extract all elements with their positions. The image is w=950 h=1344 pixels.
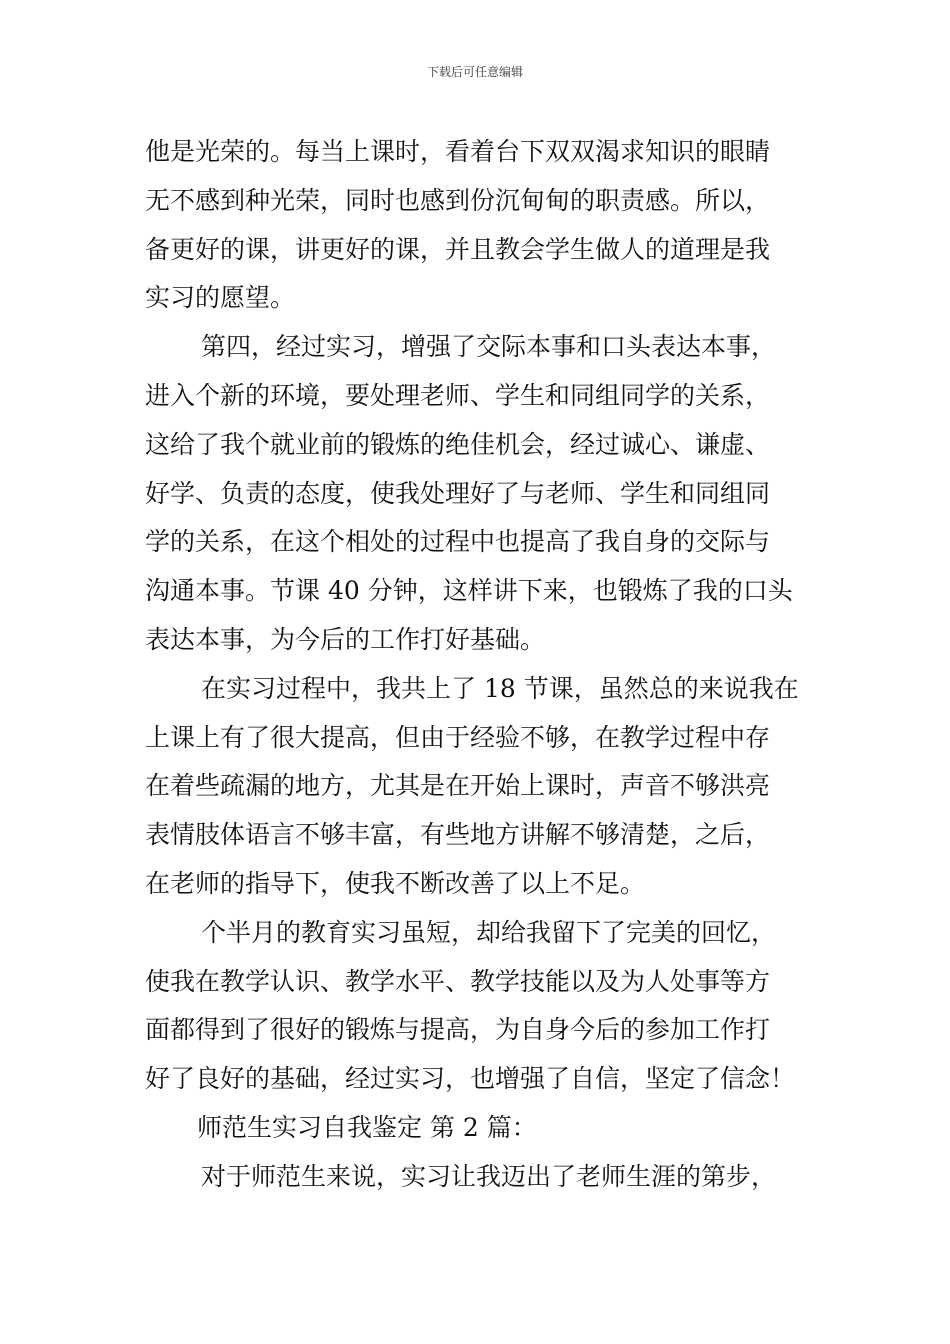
paragraph-line: 面都得到了很好的锻炼与提高，为自身今后的参加工作打: [145, 1015, 771, 1045]
document-body: [145, 128, 810, 1202]
paragraph-line: 个半月的教育实习虽短，却给我留下了完美的回忆，: [201, 917, 777, 947]
paragraph-line: 在实习过程中，我共上了 18 节课，虽然总的来说我在: [201, 673, 799, 703]
paragraph-line: 备更好的课，讲更好的课，并且教会学生做人的道理是我: [145, 234, 771, 264]
paragraph-line: 在着些疏漏的地方，尤其是在开始上课时，声音不够洪亮: [145, 771, 771, 801]
paragraph-line: 表情肢体语言不够丰富，有些地方讲解不够清楚，之后，: [145, 820, 771, 850]
paragraph-line: 他是光荣的。每当上课时，看着台下双双渴求知识的眼睛: [145, 137, 771, 166]
paragraph-line: 进入个新的环境，要处理老师、学生和同组同学的关系，: [145, 380, 771, 410]
paragraph-line: 沟通本事。节课 40 分钟，这样讲下来，也锻炼了我的口头: [145, 576, 793, 606]
paragraph-line: 实习的愿望。: [145, 283, 296, 313]
paragraph-line: 这给了我个就业前的锻炼的绝佳机会，经过诚心、谦虚、: [145, 429, 771, 459]
page-header: 下载后可任意编辑: [426, 65, 523, 79]
paragraph-line: 对于师范生来说，实习让我迈出了老师生涯的第步，: [201, 1161, 777, 1191]
paragraph-line: 在老师的指导下，使我不断改善了以上不足。: [145, 868, 646, 898]
paragraph-line: 第四，经过实习，增强了交际本事和口头表达本事，: [201, 332, 777, 362]
paragraph-line: 使我在教学认识、教学水平、教学技能以及为人处事等方: [145, 966, 771, 996]
paragraph-line: 好学、负责的态度，使我处理好了与老师、学生和同组同: [145, 478, 771, 508]
section-heading: 师范生实习自我鉴定 第 2 篇：: [197, 1112, 537, 1142]
paragraph-line: 学的关系，在这个相处的过程中也提高了我自身的交际与: [145, 527, 771, 557]
paragraph-line: 好了良好的基础，经过实习，也增强了自信，坚定了信念！: [145, 1064, 796, 1094]
paragraph-line: 上课上有了很大提高，但由于经验不够，在教学过程中存: [145, 722, 771, 752]
paragraph-line: 无不感到种光荣，同时也感到份沉甸甸的职责感。所以，: [145, 185, 771, 215]
paragraph-line: 表达本事，为今后的工作打好基础。: [145, 624, 546, 654]
